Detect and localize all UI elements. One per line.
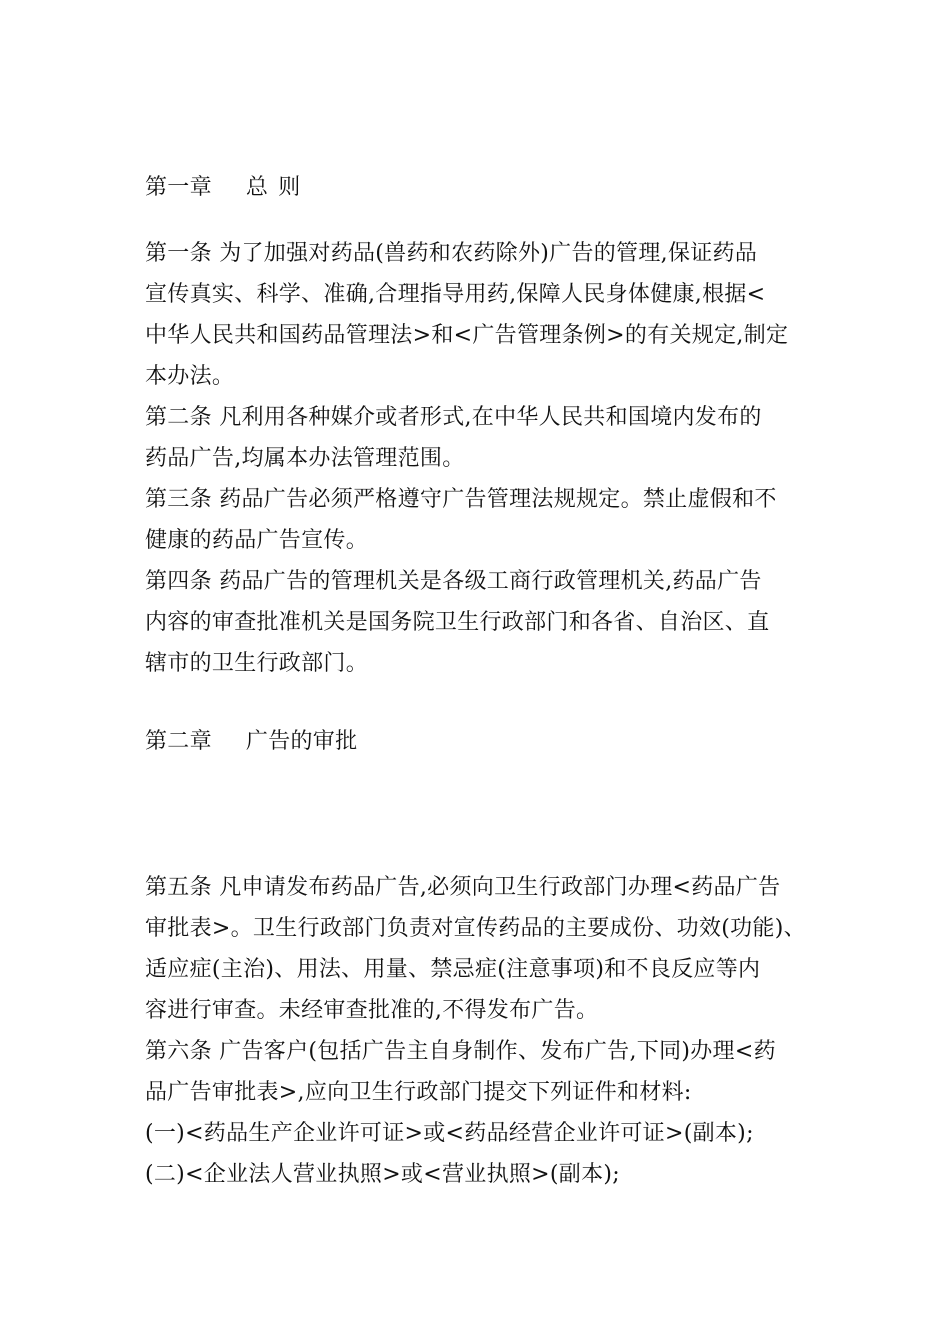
article-3-line-2: 健康的药品广告宣传。 (145, 528, 369, 553)
chapter-1-heading (145, 172, 301, 204)
chapter-2-number: 第二章 (145, 729, 212, 754)
article-5-line-2: 审批表>。卫生行政部门负责对宣传药品的主要成份、功效(功能)、 (145, 916, 806, 941)
article-1-line-4: 本办法。 (145, 364, 235, 389)
article-5-line-1: 第五条 凡申请发布药品广告,必须向卫生行政部门办理<药品广告 (145, 875, 781, 900)
article-6-item-2: (二)<企业法人营业执照>或<营业执照>(副本); (145, 1162, 620, 1187)
article-4-line-1: 第四条 药品广告的管理机关是各级工商行政管理机关,药品广告 (145, 569, 762, 594)
article-1-line-1: 第一条 为了加强对药品(兽药和农药除外)广告的管理,保证药品 (145, 241, 758, 266)
article-2-line-2: 药品广告,均属本办法管理范围。 (145, 446, 465, 471)
chapter-1-number: 第一章 (145, 175, 212, 200)
article-6-line-2: 品广告审批表>,应向卫生行政部门提交下列证件和材料: (145, 1080, 692, 1105)
article-6-item-1: (一)<药品生产企业许可证>或<药品经营企业许可证>(副本); (145, 1121, 754, 1146)
article-6-line-1: 第六条 广告客户(包括广告主自身制作、发布广告,下同)办理<药 (145, 1039, 776, 1064)
chapter-2-heading (145, 726, 357, 758)
chapter-1-title: 总 (245, 175, 269, 200)
article-4-line-2: 内容的审查批准机关是国务院卫生行政部门和各省、自治区、直 (145, 610, 770, 635)
article-1-line-3: 中华人民共和国药品管理法>和<广告管理条例>的有关规定,制定 (145, 323, 789, 348)
article-3-line-1: 第三条 药品广告必须严格遵守广告管理法规规定。禁止虚假和不 (145, 487, 777, 512)
article-2-line-1: 第二条 凡利用各种媒介或者形式,在中华人民共和国境内发布的 (145, 405, 762, 430)
article-4-line-3: 辖市的卫生行政部门。 (145, 651, 369, 676)
chapter-1-title-2: 则 (278, 175, 301, 200)
chapter-2-title: 广告的审批 (245, 729, 358, 754)
article-5-line-4: 容进行审查。未经审查批准的,不得发布广告。 (145, 998, 599, 1023)
article-1-line-2: 宣传真实、科学、准确,合理指导用药,保障人民身体健康,根据< (145, 282, 766, 307)
article-5-line-3: 适应症(主治)、用法、用量、禁忌症(注意事项)和不良反应等内 (145, 957, 761, 982)
